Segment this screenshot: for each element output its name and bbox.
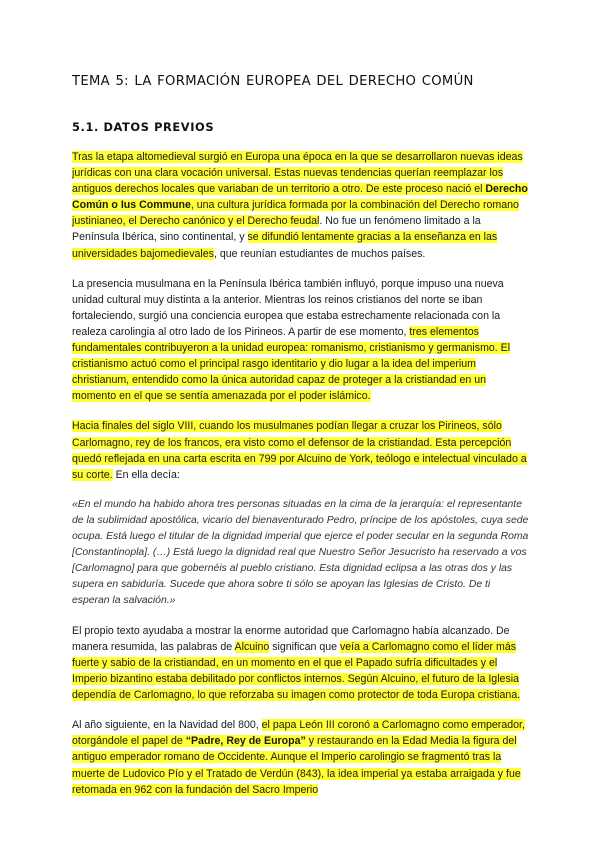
highlighted-text: Hacia finales del siglo VIII, cuando los musulmanes podían llegar a cruzar los Pirineos, sólo Carlomagno, rey de los francos, era visto como el defensor de la cristiandad. Esta percepción quedó reflejada en una carta escrita en 799 por Alcuino de York, teólogo e intelectual vinculado a su corte. — [72, 420, 527, 481]
paragraph-text: La presencia musulmana en la Península Ibérica también influyó, porque impuso una nueva unidad cultural muy distinta a la anterior. Mientras los reinos cristianos del norte se iban fortaleciendo, surgió una conciencia europea que estaba estrechamente relacionada con la realeza carolingia al otro lado de los Pirineos. A partir de ese momento, — [72, 277, 504, 338]
body-paragraph — [72, 149, 530, 262]
paragraph-text: «En el mundo ha habido ahora tres personas situadas en la cima de la jerarquía: el representante de la sublimidad apostólica, vicario del bienaventurado Pedro, príncipe de los apóstoles, cuya sede ocupa. Está luego el titular de la dignidad imperial que ejerce el poder secular en la segunda Roma [Constantinopla]. (…) Está luego la dignidad real que Nuestro Señor Jesucristo ha reservado a vos [Carlomagno] para que gobernéis al pueblo cristiano. Esta dignidad eclipsa a las otras dos y las supera en sabiduría. Sucede que ahora sobre ti sólo se apoyan las Iglesias de Cristo. De ti esperan la salvación.» — [72, 498, 529, 606]
paragraph-text: , que reunían estudiantes de muchos países. — [213, 247, 426, 260]
highlighted-text: y restaurando en la Edad Media la figura del antiguo emperador romano de Occidente. Aunque el Imperio carolingio se fragmentó tras la muerte de Ludovico Pío y el Tratado de Verdún (843), la idea imperial ya estaba arraigada y fue retomada en 962 con la fundación del Sacro Imperio — [72, 735, 521, 796]
document-body — [72, 149, 530, 812]
paragraph-text: . No fue un fenómeno limitado a la Península Ibérica, sino continental, y — [72, 215, 481, 244]
highlighted-text: veía a Carlomagno como el líder más fuerte y sabio de la cristiandad, en un momento en el que el Papado sufría dificultades y el Imperio bizantino estaba debilitado por conflictos internos. Según Alcuino, el futuro de la Iglesia dependía de Carlomagno, lo que reforzaba su imagen como protector de toda Europa cristiana. — [72, 640, 521, 702]
body-paragraph — [72, 418, 530, 482]
highlighted-text: el papa León III coronó a Carlomagno como emperador, otorgándole el papel de — [72, 719, 525, 748]
document-title: TEMA 5: LA FORMACIÓN EUROPEA DEL DERECHO COMÚN — [72, 74, 474, 89]
body-paragraph — [72, 623, 530, 703]
paragraph-text: En ella decía: — [112, 468, 180, 481]
paragraph-text: El propio texto ayudaba a mostrar la enorme autoridad que Carlomagno había alcanzado. De manera resumida, las palabras de — [72, 624, 510, 653]
highlighted-text: se difundió lentamente gracias a la enseñanza en las universidades bajomedievales — [72, 231, 498, 260]
paragraph-text: Al año siguiente, en la Navidad del 800, — [72, 719, 262, 732]
highlighted-text: Derecho Común o Ius Commune — [72, 183, 528, 212]
highlighted-text: , una cultura jurídica formada por la combinación del Derecho romano justinianeo, el Derecho canónico y el Derecho feudal — [72, 199, 519, 228]
highlighted-text: “Padre, Rey de Europa” — [185, 735, 306, 748]
highlighted-text: Tras la etapa altomedieval surgió en Europa una época en la que se desarrollaron nuevas ideas jurídicas con una clara vocación universal. Estas nuevas tendencias querían reemplazar los antiguos derechos locales que variaban de un territorio a otro. De este proceso nació el — [72, 151, 523, 196]
quote-paragraph — [72, 497, 530, 609]
highlighted-text: tres elementos fundamentales contribuyeron a la unidad europea: romanismo, cristianismo y germanismo. El cristianismo actuó como el principal rasgo identitario y dio lugar a la idea del imperium christianum, entendido como la única autoridad capaz de proteger a la cristiandad en un momento en el que se sentía amenazada por el poder islámico. — [72, 325, 511, 403]
section-heading: 5.1. DATOS PREVIOS — [72, 120, 215, 134]
body-paragraph — [72, 276, 530, 405]
highlighted-text: Alcuino — [234, 640, 270, 653]
body-paragraph — [72, 717, 530, 797]
paragraph-text: significan que — [269, 640, 340, 653]
